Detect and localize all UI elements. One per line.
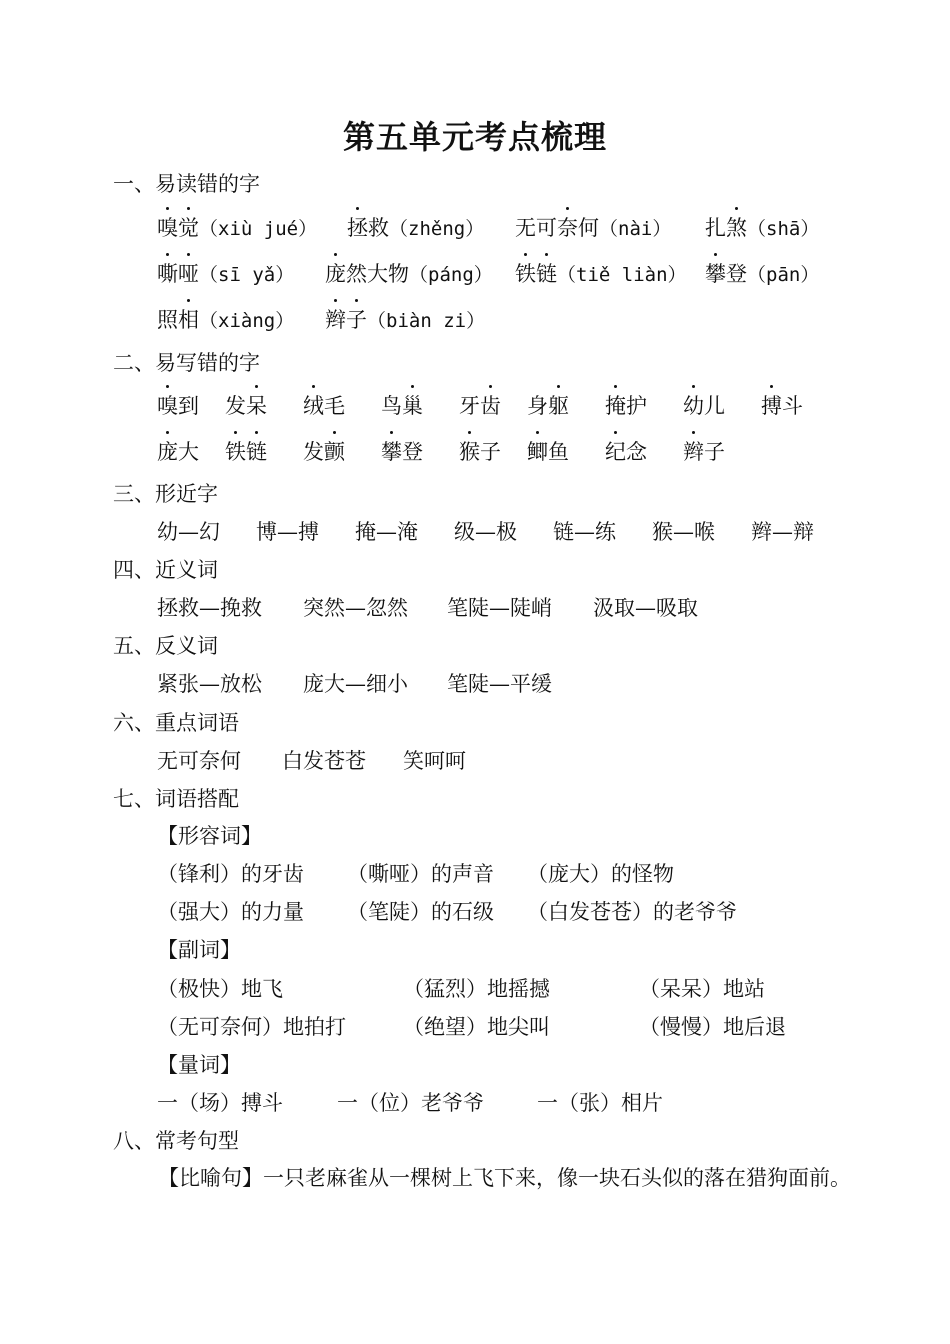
- collocation: （庞大）的怪物: [527, 862, 674, 886]
- similar-char-pair: 博—搏: [256, 520, 319, 544]
- similar-char-pair: 猴—喉: [652, 520, 715, 544]
- collocation: （强大）的力量: [157, 900, 304, 924]
- section-heading-6: 六、重点词语: [113, 711, 239, 735]
- read-item: 辫子（biàn zi）: [325, 308, 486, 332]
- read-item: 庞然大物（páng）: [325, 262, 493, 286]
- collocation: （绝望）地尖叫: [403, 1015, 550, 1039]
- write-word: 纪念: [605, 440, 647, 464]
- read-item: 铁链（tiě liàn）: [515, 262, 687, 286]
- write-word: 辫子: [683, 440, 725, 464]
- synonym-pair: 突然—忽然: [303, 596, 408, 620]
- write-word: 猴子: [459, 440, 501, 464]
- adjective-label: 【形容词】: [157, 824, 262, 848]
- key-word: 无可奈何: [157, 749, 241, 773]
- collocation: （笔陡）的石级: [347, 900, 494, 924]
- write-word: 嗅到: [157, 394, 199, 418]
- similar-char-pair: 链—练: [553, 520, 616, 544]
- antonym-pair: 笔陡—平缓: [447, 672, 552, 696]
- section-heading-5: 五、反义词: [113, 634, 218, 658]
- read-item: 嗅觉（xiù jué）: [157, 216, 318, 240]
- key-word: 白发苍苍: [282, 749, 366, 773]
- collocation: （呆呆）地站: [639, 977, 765, 1001]
- section-heading-3: 三、形近字: [113, 482, 218, 506]
- measure-word-label: 【量词】: [157, 1053, 241, 1077]
- collocation: （嘶哑）的声音: [347, 862, 494, 886]
- read-item: 扎煞（shā）: [705, 216, 820, 240]
- write-word: 牙齿: [459, 394, 501, 418]
- synonym-pair: 汲取—吸取: [593, 596, 698, 620]
- write-word: 铁链: [225, 440, 267, 464]
- write-word: 绒毛: [303, 394, 345, 418]
- read-item: 拯救（zhěng）: [347, 216, 485, 240]
- synonym-pair: 笔陡—陡峭: [447, 596, 552, 620]
- collocation: （猛烈）地摇撼: [403, 977, 550, 1001]
- write-word: 掩护: [605, 394, 647, 418]
- collocation: （白发苍苍）的老爷爷: [527, 900, 737, 924]
- collocation: （无可奈何）地拍打: [157, 1015, 346, 1039]
- collocation: 一（位）老爷爷: [337, 1091, 484, 1115]
- section-heading-1: 一、易读错的字: [113, 172, 260, 196]
- write-word: 庞大: [157, 440, 199, 464]
- section-heading-7: 七、词语搭配: [113, 787, 239, 811]
- similar-char-pair: 级—极: [454, 520, 517, 544]
- read-item: 照相（xiàng）: [157, 308, 295, 332]
- page-title: 第五单元考点梳理: [342, 118, 607, 156]
- write-word: 鲫鱼: [527, 440, 569, 464]
- write-word: 发颤: [303, 440, 345, 464]
- collocation: （慢慢）地后退: [639, 1015, 786, 1039]
- collocation: 一（张）相片: [537, 1091, 663, 1115]
- collocation: （极快）地飞: [157, 977, 283, 1001]
- collocation: 一（场）搏斗: [157, 1091, 283, 1115]
- antonym-pair: 庞大—细小: [303, 672, 408, 696]
- read-item: 无可奈何（nài）: [515, 216, 672, 240]
- write-word: 发呆: [225, 394, 267, 418]
- synonym-pair: 拯救—挽救: [157, 596, 262, 620]
- key-word: 笑呵呵: [403, 749, 466, 773]
- metaphor-sentence: 【比喻句】一只老麻雀从一棵树上飞下来，像一块石头似的落在猎狗面前。: [158, 1166, 851, 1190]
- antonym-pair: 紧张—放松: [157, 672, 262, 696]
- similar-char-pair: 幼—幻: [157, 520, 220, 544]
- collocation: （锋利）的牙齿: [157, 862, 304, 886]
- write-word: 鸟巢: [381, 394, 423, 418]
- similar-char-pair: 掩—淹: [355, 520, 418, 544]
- section-heading-8: 八、常考句型: [113, 1129, 239, 1153]
- read-item: 嘶哑（sī yǎ）: [157, 262, 295, 286]
- adverb-label: 【副词】: [157, 938, 241, 962]
- read-item: 攀登（pān）: [705, 262, 820, 286]
- similar-char-pair: 辫—辩: [751, 520, 814, 544]
- write-word: 幼儿: [683, 394, 725, 418]
- section-heading-4: 四、近义词: [113, 558, 218, 582]
- section-heading-2: 二、易写错的字: [113, 351, 260, 375]
- write-word: 身躯: [527, 394, 569, 418]
- write-word: 攀登: [381, 440, 423, 464]
- write-word: 搏斗: [761, 394, 803, 418]
